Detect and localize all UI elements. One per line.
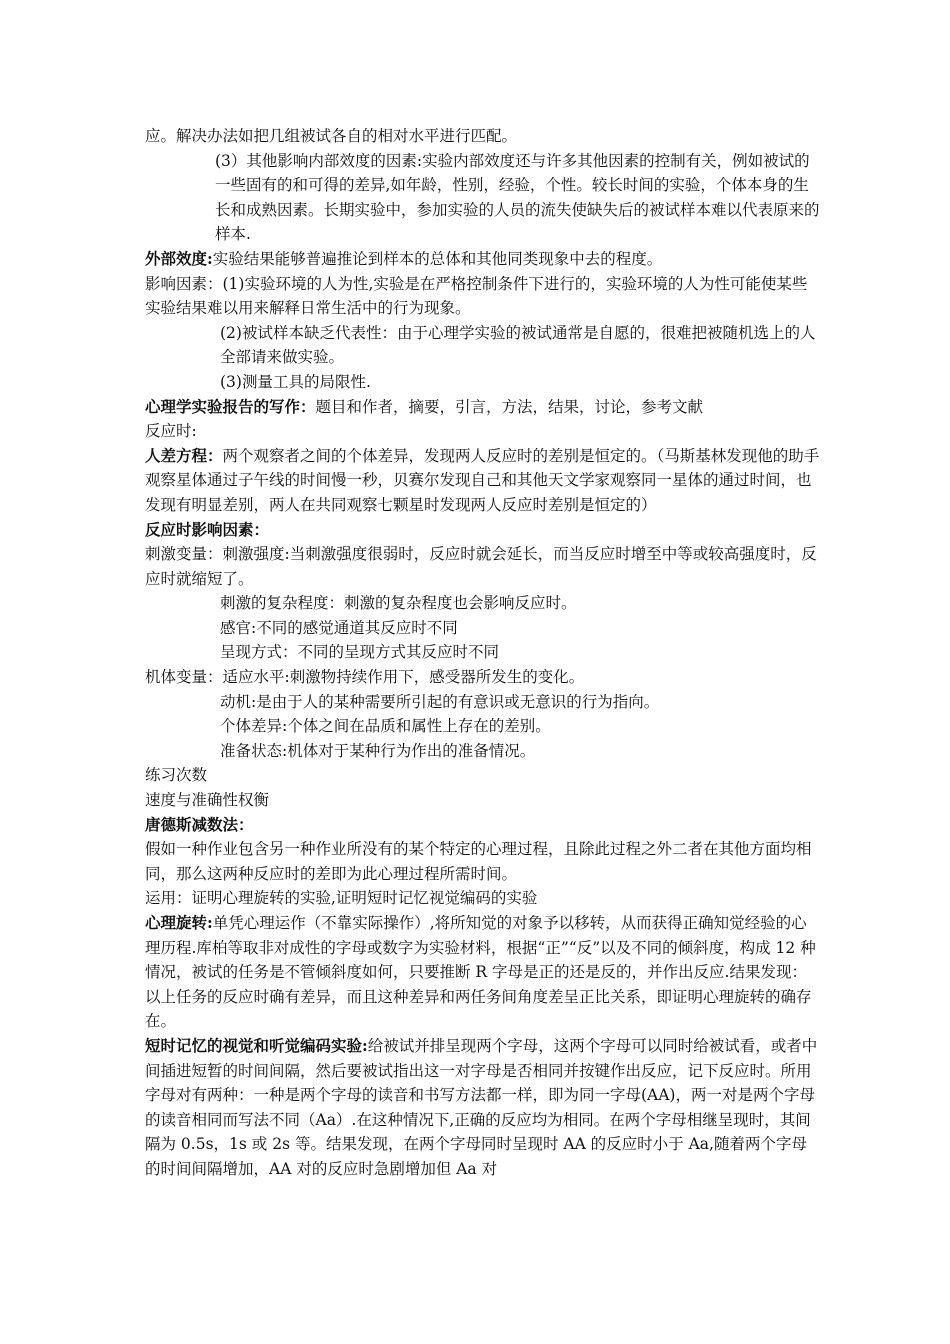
paragraph-speed-accuracy: 速度与准确性权衡 xyxy=(145,791,270,810)
paragraph-other-internal-validity-factors: (3）其他影响内部效度的因素:实验内部效度还与许多其他因素的控制有关，例如被试的一些固有的和可得的差异,如年龄，性别，经验，个性。较长时间的实验，个体本身的生长和成熟因素。长期实验中，参加实验的人员的流失使缺失后的被试样本难以代表原来的样本. xyxy=(215,151,820,244)
paragraph-external-validity xyxy=(145,247,820,272)
paragraph-influence-factor-3: (3)测量工具的局限性. xyxy=(220,372,371,391)
term-external-validity: 外部效度: xyxy=(145,248,213,268)
paragraph-readiness: 准备状态:机体对于某种行为作出的准备情况。 xyxy=(220,741,536,760)
paragraph-adaptation-level: 机体变量：适应水平:刺激物持续作用下，感受器所发生的变化。 xyxy=(145,668,585,687)
definition-personal-equation: 两个观察者之间的个体差异，发现两人反应时的差别是恒定的。（马斯基林发现他的助手观察星体通过子午线的时间慢一秒，贝赛尔发现自己和其他天文学家观察同一星体的通过时间，也发现有明显差别，两人在共同观察七颗星时发现两人反应时差别是恒定的） xyxy=(145,446,820,514)
paragraph-practice-count: 练习次数 xyxy=(145,766,208,785)
definition-report-writing: 题目和作者，摘要，引言，方法，结果，讨论，参考文献 xyxy=(315,397,704,416)
term-personal-equation: 人差方程： xyxy=(145,445,223,465)
term-mental-rotation: 心理旋转: xyxy=(145,913,213,932)
term-report-writing: 心理学实验报告的写作： xyxy=(145,396,316,416)
paragraph-personal-equation xyxy=(145,444,820,518)
paragraph-motivation: 动机:是由于人的某种需要所引起的有意识或无意识的行为指向。 xyxy=(220,692,660,711)
paragraph-sense-organ: 感官:不同的感觉通道其反应时不同 xyxy=(220,618,458,637)
paragraph-individual-difference: 个体差异:个体之间在品质和属性上存在的差别。 xyxy=(220,717,551,736)
paragraph-donders-method: 假如一种作业包含另一种作业所没有的某个特定的心理过程，且除此过程之外二者在其他方面均相同，那么这两种反应时的差即为此心理过程所需时间。 xyxy=(145,840,812,883)
term-stm-coding: 短时记忆的视觉和听觉编码实验: xyxy=(145,1035,368,1055)
paragraph-presentation-mode: 呈现方式：不同的呈现方式其反应时不同 xyxy=(220,643,500,662)
paragraph-matching-solution: 应。解决办法如把几组被试各自的相对水平进行匹配。 xyxy=(145,127,518,145)
paragraph-stimulus-complexity: 刺激的复杂程度：刺激的复杂程度也会影响反应时。 xyxy=(220,594,577,613)
paragraph-mental-rotation xyxy=(145,911,820,1034)
document-page xyxy=(145,124,820,1182)
definition-mental-rotation: 单凭心理运作（不靠实际操作）,将所知觉的对象予以移转，从而获得正确知觉经验的心理历程.库柏等取非对成性的字母或数字为实验材料，根据“正”“反”以及不同的倾斜度，构成 12 种情况，被试的任务是不管倾斜度如何，只要推断 R 字母是正的还是反的，并作出反应.结果发现：以上任务的反应时确有差异，而且这种差异和两任务间角度差呈正比关系，即证明心理旋转的确存在。 xyxy=(145,914,816,1031)
paragraph-influence-factor-2: (2)被试样本缺乏代表性：由于心理学实验的被试通常是自愿的，很难把被随机选上的人全部请来做实验。 xyxy=(220,323,816,367)
definition-external-validity: 实验结果能够普遍推论到样本的总体和其他同类现象中去的程度。 xyxy=(212,249,663,268)
paragraph-reaction-time-label: 反应时: xyxy=(145,422,197,441)
heading-donders: 唐德斯减数法： xyxy=(145,814,254,834)
paragraph-report-writing xyxy=(145,395,820,420)
heading-rt-factors: 反应时影响因素： xyxy=(145,519,270,539)
paragraph-stimulus-intensity: 刺激变量：刺激强度:当刺激强度很弱时，反应时就会延长，而当反应时增至中等或较高强度时，反应时就缩短了。 xyxy=(145,545,817,588)
definition-stm-coding: 给被试并排呈现两个字母，这两个字母可以同时给被试看，或者中间插进短暂的时间间隔，然后要被试指出这一对字母是否相同并按键作出反应，记下反应时。所用字母对有两种：一种是两个字母的读音和书写方法都一样，即为同一字母(AA)，两一对是两个字母的读音相同而写法不同（Aa）.在这种情况下,正确的反应均为相同。在两个字母相继呈现时，其间隔为 0.5s，1s 或 2s 等。结果发现，在两个字母同时呈现时 AA 的反应时小于 Aa,随着两个字母的时间间隔增加，AA 对的反应时急剧增加但 Aa 对 xyxy=(145,1036,818,1178)
paragraph-application: 运用：证明心理旋转的实验,证明短时记忆视觉编码的实验 xyxy=(145,889,538,908)
paragraph-influence-factor-1: 影响因素：(1)实验环境的人为性,实验是在严格控制条件下进行的，实验环境的人为性可能使某些实验结果难以用来解释日常生活中的行为现象。 xyxy=(145,274,808,318)
paragraph-stm-coding xyxy=(145,1034,820,1182)
